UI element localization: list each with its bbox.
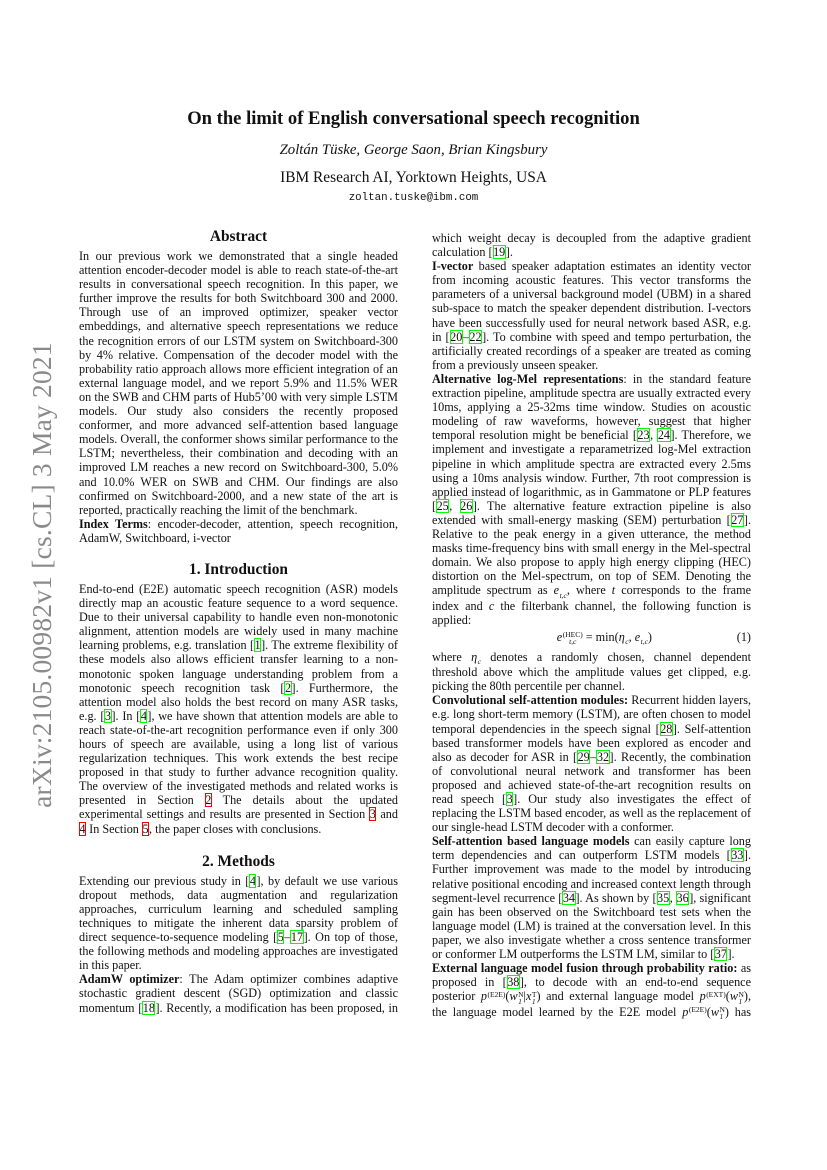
run-in-heading: Alternative log-Mel representations	[432, 371, 624, 386]
text-run: , the paper closes with conclusions.	[149, 821, 322, 836]
introduction-paragraph	[79, 582, 398, 836]
text-run: ,	[628, 629, 635, 644]
section-reference-link[interactable]: 4	[79, 821, 86, 836]
citation-link[interactable]: 25	[436, 498, 449, 513]
math-subscript: t,c	[640, 636, 648, 646]
methods-intro-paragraph	[79, 874, 398, 973]
math-variable	[729, 989, 744, 1006]
citation-link[interactable]: 2	[284, 680, 292, 695]
math-scripts	[706, 991, 726, 1005]
text-run: = min(	[582, 629, 619, 644]
text-run: ]. Further improvement was made to the model by introducing relative positional encoding and increased context length through segment-level recurrence [	[432, 848, 751, 905]
ivector-paragraph	[432, 259, 751, 372]
text-run: ].	[505, 245, 513, 260]
text-run: where	[432, 649, 472, 664]
text-run: ) has	[724, 1004, 751, 1019]
adamw-paragraph	[79, 972, 398, 1014]
text-run: ]. Recently, a modification has been proposed, in	[155, 1000, 399, 1015]
text-run: ]. The extreme flexibility of these models also allows efficient transfer learning to a non-monotonic spoken language understanding problem from a monotonic speech recognition task [	[79, 638, 398, 695]
math-symbol: η	[618, 629, 625, 644]
citation-link[interactable]: 29	[577, 749, 590, 764]
text-run: –	[284, 930, 291, 945]
arxiv-identifier-stamp: arXiv:2105.00982v1 [cs.CL] 3 May 2021	[26, 342, 57, 808]
text-run: (	[706, 1004, 711, 1019]
text-run: ], significant gain has been observed on the Switchboard test sets when the language model (LM) is trained at the conversation level. In this paper, we also investigate whether a cross sentence transformer or conformer LM outperforms the LSTM LM, similar to [	[432, 890, 751, 962]
text-run: : in the standard feature extraction pipeline, amplitude spectra are usually extracted every 10ms, applying a 25-32ms time window. Studies on acoustic modeling of raw waveforms, however, suggest that higher temporal resolution might be beneficial [	[432, 371, 751, 443]
text-run: : The Adam optimizer combines adaptive stochastic gradient descent (SGD) optimization and classic momentum [	[79, 972, 398, 1015]
math-superscript: (E2E)	[688, 1004, 707, 1014]
math-symbol: c	[488, 598, 495, 613]
text-run: –	[590, 749, 597, 764]
math-subscript	[689, 1013, 707, 1020]
math-subscript: t,c	[569, 636, 577, 646]
citation-link[interactable]: 18	[142, 1000, 155, 1015]
text-run: ]. The alternative feature extraction pipeline is also extended with small-energy masking (SEM) perturbation [	[432, 498, 751, 527]
equation-body	[432, 630, 737, 645]
math-subscript: c	[625, 636, 629, 646]
math-superscript: (HEC)	[562, 629, 583, 639]
math-variable	[635, 630, 648, 644]
math-symbol: x	[525, 989, 532, 1004]
run-in-heading: Self-attention based language models	[432, 834, 630, 849]
section-reference-link[interactable]: 2	[205, 793, 212, 808]
text-run: and	[376, 807, 398, 822]
text-run: (	[725, 989, 730, 1004]
author-list: Zoltán Tüske, George Saon, Brian Kingsbury	[279, 142, 548, 158]
math-scripts	[563, 631, 583, 645]
right-column	[432, 231, 751, 1020]
lm-fusion-paragraph	[432, 961, 751, 1020]
citation-link[interactable]: 36	[676, 890, 689, 905]
methods-heading: 2. Methods	[202, 852, 275, 870]
run-in-heading: External language model fusion through probability ratio:	[432, 961, 738, 976]
abstract-heading: Abstract	[209, 228, 268, 245]
text-run: ]. Relative to the peak energy in a given utterance, the method masks time-frequency bins with small energy in the Mel-spectral domain. We also propose to apply high energy clipping (HEC) distortion on the Mel-spectrum, on top of SEM. Denoting the amplitude spectrum as	[432, 512, 751, 598]
math-subscript	[487, 998, 505, 1005]
citation-link[interactable]: 23	[637, 428, 650, 443]
math-symbol: e	[634, 629, 641, 644]
text-run: denotes a randomly chosen, channel dependent threshold above which the amplitude values get clipped, e.g. picking the 80th percentile per channel.	[432, 649, 751, 694]
citation-link[interactable]: 27	[731, 512, 744, 527]
citation-link[interactable]: 38	[507, 975, 520, 990]
math-symbol: p	[699, 989, 706, 1004]
text-run: ,	[449, 498, 460, 513]
math-subscript: 1	[719, 1011, 724, 1021]
math-subscript: t,c	[559, 590, 567, 600]
math-symbol: e	[553, 583, 560, 598]
citation-link[interactable]: 1	[254, 638, 261, 653]
text-run: ]. Therefore, we implement and investigate a reparametrized log-Mel extraction pipeline in which amplitude spectra are extracted every 2.5ms using a 10ms analysis window. Further, 7th root compression is applied instead of logarithmic, as in Gammatone or PLP features [	[432, 428, 751, 513]
text-run: can easily capture long term dependencies and can outperform LSTM models [	[432, 834, 751, 863]
citation-link[interactable]: 4	[249, 873, 256, 888]
citation-link[interactable]: 22	[469, 329, 482, 344]
text-run: ,	[650, 428, 658, 443]
text-run: The details about the updated experimental settings and results are presented in Section	[79, 793, 398, 822]
math-superscript: T	[531, 989, 537, 999]
citation-link[interactable]: 34	[562, 890, 575, 905]
equation-number: (1)	[736, 630, 751, 645]
math-variable	[471, 649, 481, 667]
citation-link[interactable]: 3	[104, 708, 111, 723]
affiliation: IBM Research AI, Yorktown Heights, USA	[280, 169, 547, 186]
text-run: ], by default we use various dropout methods, data augmentation and regularization approaches, curriculum learning and scheduled sampling techniques to mitigate the inherent data sparsity problem of direct sequence-to-sequence modeling [	[79, 873, 399, 945]
math-variable	[682, 1005, 707, 1019]
conformer-paragraph	[432, 693, 751, 834]
abstract-text	[79, 249, 398, 517]
citation-link[interactable]: 26	[460, 498, 473, 513]
math-variable	[481, 989, 506, 1003]
text-run: ]. In [	[111, 708, 141, 723]
math-variable	[553, 583, 567, 600]
text-run: ], to decode with an end-to-end sequence posterior	[432, 975, 751, 1004]
text-run: (	[505, 989, 510, 1004]
equation-1	[432, 630, 751, 645]
math-superscript: (E2E)	[487, 989, 506, 999]
left-column	[79, 228, 398, 1015]
citation-link[interactable]: 3	[506, 791, 513, 806]
citation-link[interactable]: 4	[140, 708, 147, 723]
citation-link[interactable]: 19	[493, 245, 506, 260]
text-run: ]. Furthermore, the attention model also holds the best record on many ASR tasks, e.g. [	[79, 680, 398, 723]
text-run: In our previous work we demonstrated that a single headed attention encoder-decoder model is able to reach state-of-the-art results in conversational speech recognition. In this paper, we further improve the results for both Switchboard 300 and 2000. Through use of an improved optimizer, speaker vector embeddings, and alternative speech representations we reduce the recognition errors of our LSTM system on Switchboard-300 by 4% relative. Compensation of the decoder model with the probability ratio approach allows more efficient integration of an external language model, and we report 5.9% and 11.5% WER on the SWB and CHM parts of Hub5’00 with very simple LSTM models. Our study also considers the recently proposed conformer, and more advanced self-attention based language models. Overall, the conformer shows similar performance to the LSTM; nevertheless, their combination and decoding with an improved LM reaches a new record on Switchboard-300, 5.0% and 10.0% WER on SWB and CHM. Our findings are also confirmed on Switchboard-2000, and a new state of the art is reported, practically reaching the limit of the benchmark.	[79, 249, 398, 517]
text-run: corresponds to the frame index and	[432, 583, 751, 613]
math-scripts	[689, 1006, 707, 1020]
math-scripts	[487, 991, 505, 1005]
math-variable	[711, 1005, 725, 1019]
adamw-continued-paragraph	[432, 231, 751, 259]
run-in-heading: Index Terms	[79, 516, 148, 531]
contact-email[interactable]: zoltan.tuske@ibm.com	[348, 192, 479, 204]
run-in-heading: AdamW optimizer	[79, 972, 180, 987]
math-symbol: p	[682, 1004, 689, 1019]
text-run: ), the language model learned by the E2E model	[432, 989, 751, 1019]
math-subscript: 1	[518, 996, 522, 1006]
math-symbol: t	[611, 583, 616, 598]
text-run: ]. Recently, the combination of convolutional neural network and transformer has been proposed and achieved state-of-the-art recognition results on read speech [	[432, 749, 752, 806]
math-superscript: N	[738, 989, 744, 999]
math-symbol: w	[509, 989, 518, 1004]
math-superscript: N	[719, 1004, 725, 1014]
text-run: ) and external language model	[536, 989, 700, 1004]
text-run: ].	[727, 947, 735, 962]
introduction-heading: 1. Introduction	[189, 560, 288, 578]
math-superscript: N	[518, 989, 524, 999]
text-run: : encoder-decoder, attention, speech recognition, AdamW, Switchboard, i-vector	[79, 516, 399, 545]
text-run: |	[523, 989, 526, 1004]
text-run: which weight decay is decoupled from the adaptive gradient calculation [	[432, 231, 751, 260]
math-symbol: p	[480, 989, 487, 1004]
text-run: , where	[566, 583, 612, 598]
math-scripts	[560, 585, 567, 599]
text-run: In Section	[86, 821, 142, 836]
citation-link[interactable]: 32	[596, 749, 610, 764]
math-variable	[557, 630, 583, 644]
text-run: as proposed in [	[432, 961, 752, 990]
hec-description-paragraph	[432, 650, 751, 693]
citation-link[interactable]: 37	[714, 947, 727, 962]
text-run: )	[647, 629, 652, 644]
math-symbol: η	[471, 649, 478, 664]
math-subscript	[706, 998, 726, 1005]
math-subscript: c	[477, 657, 481, 667]
math-variable	[700, 989, 726, 1003]
math-scripts	[641, 631, 648, 645]
citation-link[interactable]: 20	[450, 329, 463, 344]
math-symbol: w	[729, 989, 738, 1004]
text-run: ,	[669, 890, 677, 905]
text-run: ]. To combine with speed and tempo perturbation, the artificially created recordings of a speaker are treated as coming from a previously unseen speaker.	[432, 329, 751, 372]
text-run: ]. On top of those, the following methods and modeling approaches are investigated in this paper.	[79, 930, 398, 973]
logmel-paragraph	[432, 372, 751, 627]
citation-link[interactable]: 5	[277, 930, 284, 945]
text-run: ]. Self-attention based transformer models have been explored as encoder and also as decoder for ASR in [	[432, 721, 751, 764]
text-run: based speaker adaptation estimates an identity vector from incoming acoustic features. This vector transforms the parameters of a universal background model (UBM) in a shared sub-space to match the speaker dependent distribution. I-vectors have been successfully used for neural network based ASR, e.g. in [	[432, 259, 751, 344]
math-subscript: 1	[738, 996, 743, 1006]
paper-title: On the limit of English conversational speech recognition	[187, 108, 640, 129]
citation-link[interactable]: 33	[731, 848, 744, 863]
self-attention-lm-paragraph	[432, 834, 751, 961]
math-variable	[523, 989, 537, 1006]
citation-link[interactable]: 35	[657, 890, 670, 905]
text-run: the filterbank channel, the following function is applied:	[432, 598, 751, 627]
text-run: ], we have shown that attention models are able to reach state-of-the-art recognition performance even if only 300 hours of speech are available, using a long list of various regularization techniques. This work extends the best recipe proposed in that study to further advance recognition quality. The overview of the investigated methods and related works is presented in Section	[79, 708, 399, 808]
math-variable	[509, 989, 524, 1006]
citation-link[interactable]: 28	[660, 721, 673, 736]
citation-link[interactable]: 24	[657, 428, 670, 443]
text-run: Recurrent hidden layers, e.g. long short-term memory (LSTM), are often chosen to model temporal dependencies in the speech signal [	[432, 693, 751, 736]
section-reference-link[interactable]: 3	[369, 807, 376, 822]
index-terms	[79, 517, 398, 545]
text-run: End-to-end (E2E) automatic speech recognition (ASR) models directly map an acoustic feature sequence to a word sequence. Due to their universal capability to handle even non-monotonic alignment, attention models are widely used in many machine learning problems, e.g. translation [	[79, 581, 398, 653]
section-reference-link[interactable]: 5	[142, 821, 149, 836]
text-run: ]. Our study also investigates the effect of replacing the LSTM based encoder, as well as the replacement of our single-head LSTM decoder with a conformer.	[432, 791, 751, 835]
text-run: Extending our previous study in [	[79, 873, 250, 888]
text-run: ]. As shown by [	[575, 890, 657, 905]
math-symbol: e	[556, 629, 563, 644]
math-variable	[619, 630, 629, 644]
run-in-heading: I-vector	[432, 259, 474, 274]
math-superscript: (EXT)	[706, 989, 726, 999]
math-symbol: w	[710, 1004, 719, 1019]
math-subscript: 1	[531, 996, 536, 1006]
citation-link[interactable]: 17	[290, 930, 304, 945]
text-run: –	[462, 329, 469, 344]
run-in-heading: Convolutional self-attention modules:	[432, 693, 629, 708]
